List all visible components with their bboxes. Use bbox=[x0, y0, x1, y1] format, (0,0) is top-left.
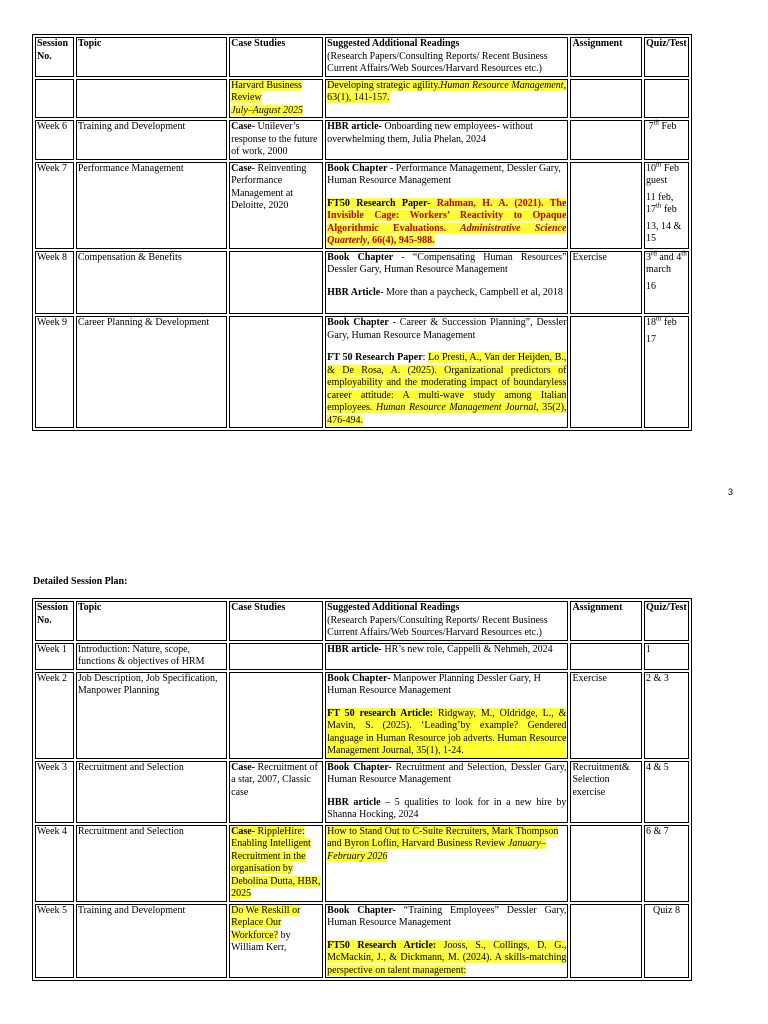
case-lead: Case- bbox=[231, 761, 256, 773]
quiz-day: 7 bbox=[648, 121, 654, 132]
case-text: RippleHire: Enabling Intelligent Recruitment in the organisation by Debolina Dutta, HBR, 2025 bbox=[231, 825, 321, 899]
quiz-suffix: th bbox=[655, 160, 662, 169]
table-row bbox=[35, 79, 689, 119]
quiz-cell bbox=[644, 251, 689, 315]
topic-cell: Training and Development bbox=[76, 904, 227, 979]
quiz-month: feb bbox=[661, 204, 677, 215]
reading-text: - Performance Management, Dessler Gary, Human Resource Management bbox=[327, 162, 561, 186]
session-cell: Week 3 bbox=[35, 761, 74, 823]
reading-text: Developing strategic agility. bbox=[327, 79, 441, 91]
reading-colon: : bbox=[422, 352, 429, 363]
case-cell bbox=[229, 904, 323, 979]
assignment-cell bbox=[570, 79, 642, 119]
table-row-week1 bbox=[35, 643, 689, 670]
header-readings bbox=[325, 37, 568, 77]
quiz-day: 10 bbox=[645, 162, 656, 174]
case-text: - Unilever’s response to the future of work, 2000 bbox=[231, 121, 318, 157]
case-lead: Case bbox=[231, 162, 252, 174]
case-text: Recruitment of a star, 2007, Classic case bbox=[231, 761, 318, 798]
topic-cell: Job Description, Job Specification, Manpower Planning bbox=[76, 672, 227, 759]
case-cell bbox=[229, 251, 323, 315]
quiz-month: feb bbox=[661, 317, 677, 328]
topic-cell: Career Planning & Development bbox=[76, 316, 227, 428]
reading-lead: FT 50 Research Paper bbox=[327, 352, 423, 363]
reading-text: - Career & Succession Planning”, Dessler Gary, Human Resource Management bbox=[327, 317, 567, 341]
quiz-and: and 4 bbox=[656, 251, 682, 263]
quiz-suffix: th bbox=[681, 249, 687, 258]
reading-cell bbox=[325, 761, 568, 823]
session-cell: Week 6 bbox=[35, 120, 74, 160]
table-row-week3 bbox=[35, 761, 689, 823]
session-cell: Week 7 bbox=[35, 162, 74, 249]
reading-lead: FT50 Research Article: bbox=[327, 939, 437, 951]
quiz-day: 3 bbox=[645, 251, 651, 263]
topic-cell: Recruitment and Selection bbox=[76, 761, 227, 823]
reading-text: – 5 qualities to look for in a new hire by Shanna Hocking, 2024 bbox=[327, 796, 567, 820]
reading-text: Rahman, H. A. (2021). The Invisible Cage: Workers’ Reactivity to Opaque Algorithmic Evaluations. bbox=[327, 197, 567, 234]
table-row-week8 bbox=[35, 251, 689, 315]
header-topic: Topic bbox=[76, 601, 227, 641]
case-source: Harvard Business Review bbox=[231, 79, 302, 103]
reading-lead: HBR Article- bbox=[327, 286, 384, 298]
reading-text: HR’s new role, Cappelli & Nehmeh, 2024 bbox=[381, 643, 553, 655]
quiz-cell: 4 & 5 bbox=[644, 761, 689, 823]
case-cell bbox=[229, 316, 323, 428]
assignment-cell bbox=[570, 825, 642, 902]
reading-text: Recruitment and Selection, Dessler Gary, Human Resource Management bbox=[327, 761, 567, 785]
reading-pages: , 66(4), 945-988. bbox=[367, 235, 435, 246]
reading-volume: , 35 bbox=[536, 402, 553, 413]
header-quiz: Quiz/Test bbox=[644, 37, 689, 77]
reading-text: Jooss, S., Collings, D. G., McMackin, J., & Dickmann, M. (2024). A skills-matching perspective on talent management: bbox=[327, 939, 567, 976]
topic-cell: Compensation & Benefits bbox=[76, 251, 227, 315]
table-header-row bbox=[35, 37, 689, 77]
header-assignment: Assignment bbox=[570, 601, 642, 641]
reading-journal: Administrative Science Quarterly bbox=[327, 222, 567, 246]
topic-cell: Recruitment and Selection bbox=[76, 825, 227, 902]
table-row-week7 bbox=[35, 162, 689, 249]
quiz-number: 17 bbox=[645, 333, 656, 345]
header-topic: Topic bbox=[76, 37, 227, 77]
case-cell bbox=[229, 643, 323, 670]
reading-lead: HBR article- bbox=[327, 121, 382, 132]
assignment-cell: Exercise bbox=[570, 251, 642, 315]
reading-cell bbox=[325, 79, 568, 119]
header-session: Session No. bbox=[35, 37, 74, 77]
reading-lead: Book Chapter bbox=[327, 162, 388, 174]
reading-cell bbox=[325, 672, 568, 759]
reading-issue: January–February 2026 bbox=[327, 838, 546, 862]
reading-cell bbox=[325, 643, 568, 670]
assignment-cell bbox=[570, 162, 642, 249]
assignment-cell bbox=[570, 643, 642, 670]
assignment-cell bbox=[570, 904, 642, 979]
quiz-day: 18 bbox=[645, 317, 656, 328]
quiz-suffix: th bbox=[653, 118, 659, 127]
header-case-studies: Case Studies bbox=[229, 37, 323, 77]
reading-lead: HBR article bbox=[327, 796, 381, 808]
reading-cell bbox=[325, 251, 568, 315]
quiz-numbers: 13, 14 & 15 bbox=[645, 220, 682, 244]
table-row-week6 bbox=[35, 120, 689, 160]
reading-cell bbox=[325, 120, 568, 160]
case-cell bbox=[229, 162, 323, 249]
case-cell bbox=[229, 825, 323, 902]
reading-pages: (1), 141-157. bbox=[337, 92, 390, 103]
reading-journal: Human Resource Management Journal bbox=[372, 402, 537, 413]
reading-text: Manpower Planning Dessler Gary, H Human Resource Management bbox=[327, 672, 541, 696]
assignment-cell: Exercise bbox=[570, 672, 642, 759]
quiz-cell bbox=[644, 120, 689, 160]
header-readings-title: Suggested Additional Readings bbox=[327, 602, 460, 613]
header-readings-title: Suggested Additional Readings bbox=[327, 38, 460, 49]
header-case-studies: Case Studies bbox=[229, 601, 323, 641]
header-quiz: Quiz/Test bbox=[644, 601, 689, 641]
reading-cell bbox=[325, 162, 568, 249]
case-cell bbox=[229, 79, 323, 119]
page-number: 3 bbox=[728, 487, 734, 497]
header-readings bbox=[325, 601, 568, 641]
reading-lead: Book Chapter bbox=[327, 317, 389, 328]
reading-pages: (2), 476-494. bbox=[327, 402, 567, 426]
session-cell bbox=[35, 79, 74, 119]
quiz-suffix: th bbox=[655, 201, 662, 210]
header-session: Session No. bbox=[35, 601, 74, 641]
quiz-month: Feb bbox=[658, 121, 677, 132]
session-cell: Week 2 bbox=[35, 672, 74, 759]
case-cell bbox=[229, 761, 323, 823]
reading-journal: Human Resource Management bbox=[440, 79, 564, 91]
topic-cell: Performance Management bbox=[76, 162, 227, 249]
case-cell bbox=[229, 672, 323, 759]
case-text: - Reinventing Performance Management at Deloitte, 2020 bbox=[231, 162, 307, 211]
reading-text: How to Stand Out to C-Suite Recruiters, Mark Thompson and Byron Loflin, Harvard Business Review bbox=[327, 825, 559, 849]
quiz-cell: 2 & 3 bbox=[644, 672, 689, 759]
quiz-month: Feb guest bbox=[645, 162, 679, 186]
quiz-suffix: rd bbox=[650, 249, 657, 258]
reading-text: - “Compensating Human Resources” Dessler Gary, Human Resource Management bbox=[327, 251, 567, 275]
case-lead: Case- bbox=[231, 825, 256, 837]
session-cell: Week 8 bbox=[35, 251, 74, 315]
quiz-date: 11 feb, bbox=[645, 191, 674, 203]
reading-text: Ridgway, M., Oldridge, L., & Mavin, S. (2025). ‘Leading’by example? Gendered language in Human Resource job adverts. Human Resource Management Journal, 35(1), 1-24. bbox=[327, 707, 567, 756]
table-row-week2 bbox=[35, 672, 689, 759]
case-author: by William Kerr, bbox=[231, 929, 291, 953]
case-title: Do We Reskill or Replace Our Workforce? bbox=[231, 904, 301, 941]
reading-text: “Training Employees” Dessler Gary, Human Resource Management bbox=[327, 904, 567, 928]
reading-lead: HBR article- bbox=[327, 643, 382, 655]
reading-lead: FT50 Research Paper- bbox=[327, 197, 431, 209]
case-lead: Case bbox=[231, 121, 252, 132]
reading-lead: FT 50 research Article: bbox=[327, 707, 434, 719]
quiz-cell bbox=[644, 162, 689, 249]
section-title: Detailed Session Plan: bbox=[33, 576, 128, 587]
reading-lead: Book Chapter- bbox=[327, 761, 392, 773]
reading-volume: , 63 bbox=[327, 79, 567, 103]
quiz-number: 16 bbox=[645, 280, 656, 292]
quiz-cell bbox=[644, 79, 689, 119]
header-assignment: Assignment bbox=[570, 37, 642, 77]
topic-cell bbox=[76, 79, 227, 119]
assignment-cell: Recruitment& Selection exercise bbox=[570, 761, 642, 823]
detailed-session-plan-table bbox=[32, 598, 692, 981]
table-row-week5 bbox=[35, 904, 689, 979]
reading-text: Onboarding new employees- without overwhelming them, Julia Phelan, 2024 bbox=[327, 121, 533, 145]
table-row-week9 bbox=[35, 316, 689, 428]
table-row-week4 bbox=[35, 825, 689, 902]
assignment-cell bbox=[570, 316, 642, 428]
quiz-cell: Quiz 8 bbox=[644, 904, 689, 979]
reading-text: Lo Presti, A., Van der Heijden, B., & De Rosa, A. (2025). Organizational predictors of employability and the moderating impact of boundaryless career attitude: A multi-wave study among Italian employees. bbox=[327, 352, 567, 413]
case-cell bbox=[229, 120, 323, 160]
reading-cell bbox=[325, 904, 568, 979]
quiz-cell: 6 & 7 bbox=[644, 825, 689, 902]
quiz-suffix: th bbox=[655, 314, 662, 323]
session-cell: Week 5 bbox=[35, 904, 74, 979]
quiz-day: 17 bbox=[645, 204, 656, 215]
quiz-cell bbox=[644, 316, 689, 428]
header-readings-subtitle: (Research Papers/Consulting Reports/ Recent Business Current Affairs/Web Sources/Harvard Resources etc.) bbox=[327, 50, 548, 74]
reading-lead: Book Chapter- bbox=[327, 904, 396, 916]
quiz-cell: 1 bbox=[644, 643, 689, 670]
reading-cell bbox=[325, 316, 568, 428]
reading-lead: Book Chapter bbox=[327, 251, 394, 263]
session-cell: Week 4 bbox=[35, 825, 74, 902]
session-cell: Week 9 bbox=[35, 316, 74, 428]
case-date: July–August 2025 bbox=[231, 104, 304, 116]
topic-cell: Introduction: Nature, scope, functions & objectives of HRM bbox=[76, 643, 227, 670]
session-cell: Week 1 bbox=[35, 643, 74, 670]
table-header-row bbox=[35, 601, 689, 641]
reading-lead: Book Chapter- bbox=[327, 672, 391, 684]
topic-cell: Training and Development bbox=[76, 120, 227, 160]
assignment-cell bbox=[570, 120, 642, 160]
session-plan-table-continued bbox=[32, 34, 692, 431]
reading-text: More than a paycheck, Campbell et al, 2018 bbox=[383, 286, 563, 298]
quiz-month: march bbox=[645, 264, 671, 275]
reading-cell bbox=[325, 825, 568, 902]
header-readings-subtitle: (Research Papers/Consulting Reports/ Recent Business Current Affairs/Web Sources/Harvard Resources etc.) bbox=[327, 614, 548, 638]
